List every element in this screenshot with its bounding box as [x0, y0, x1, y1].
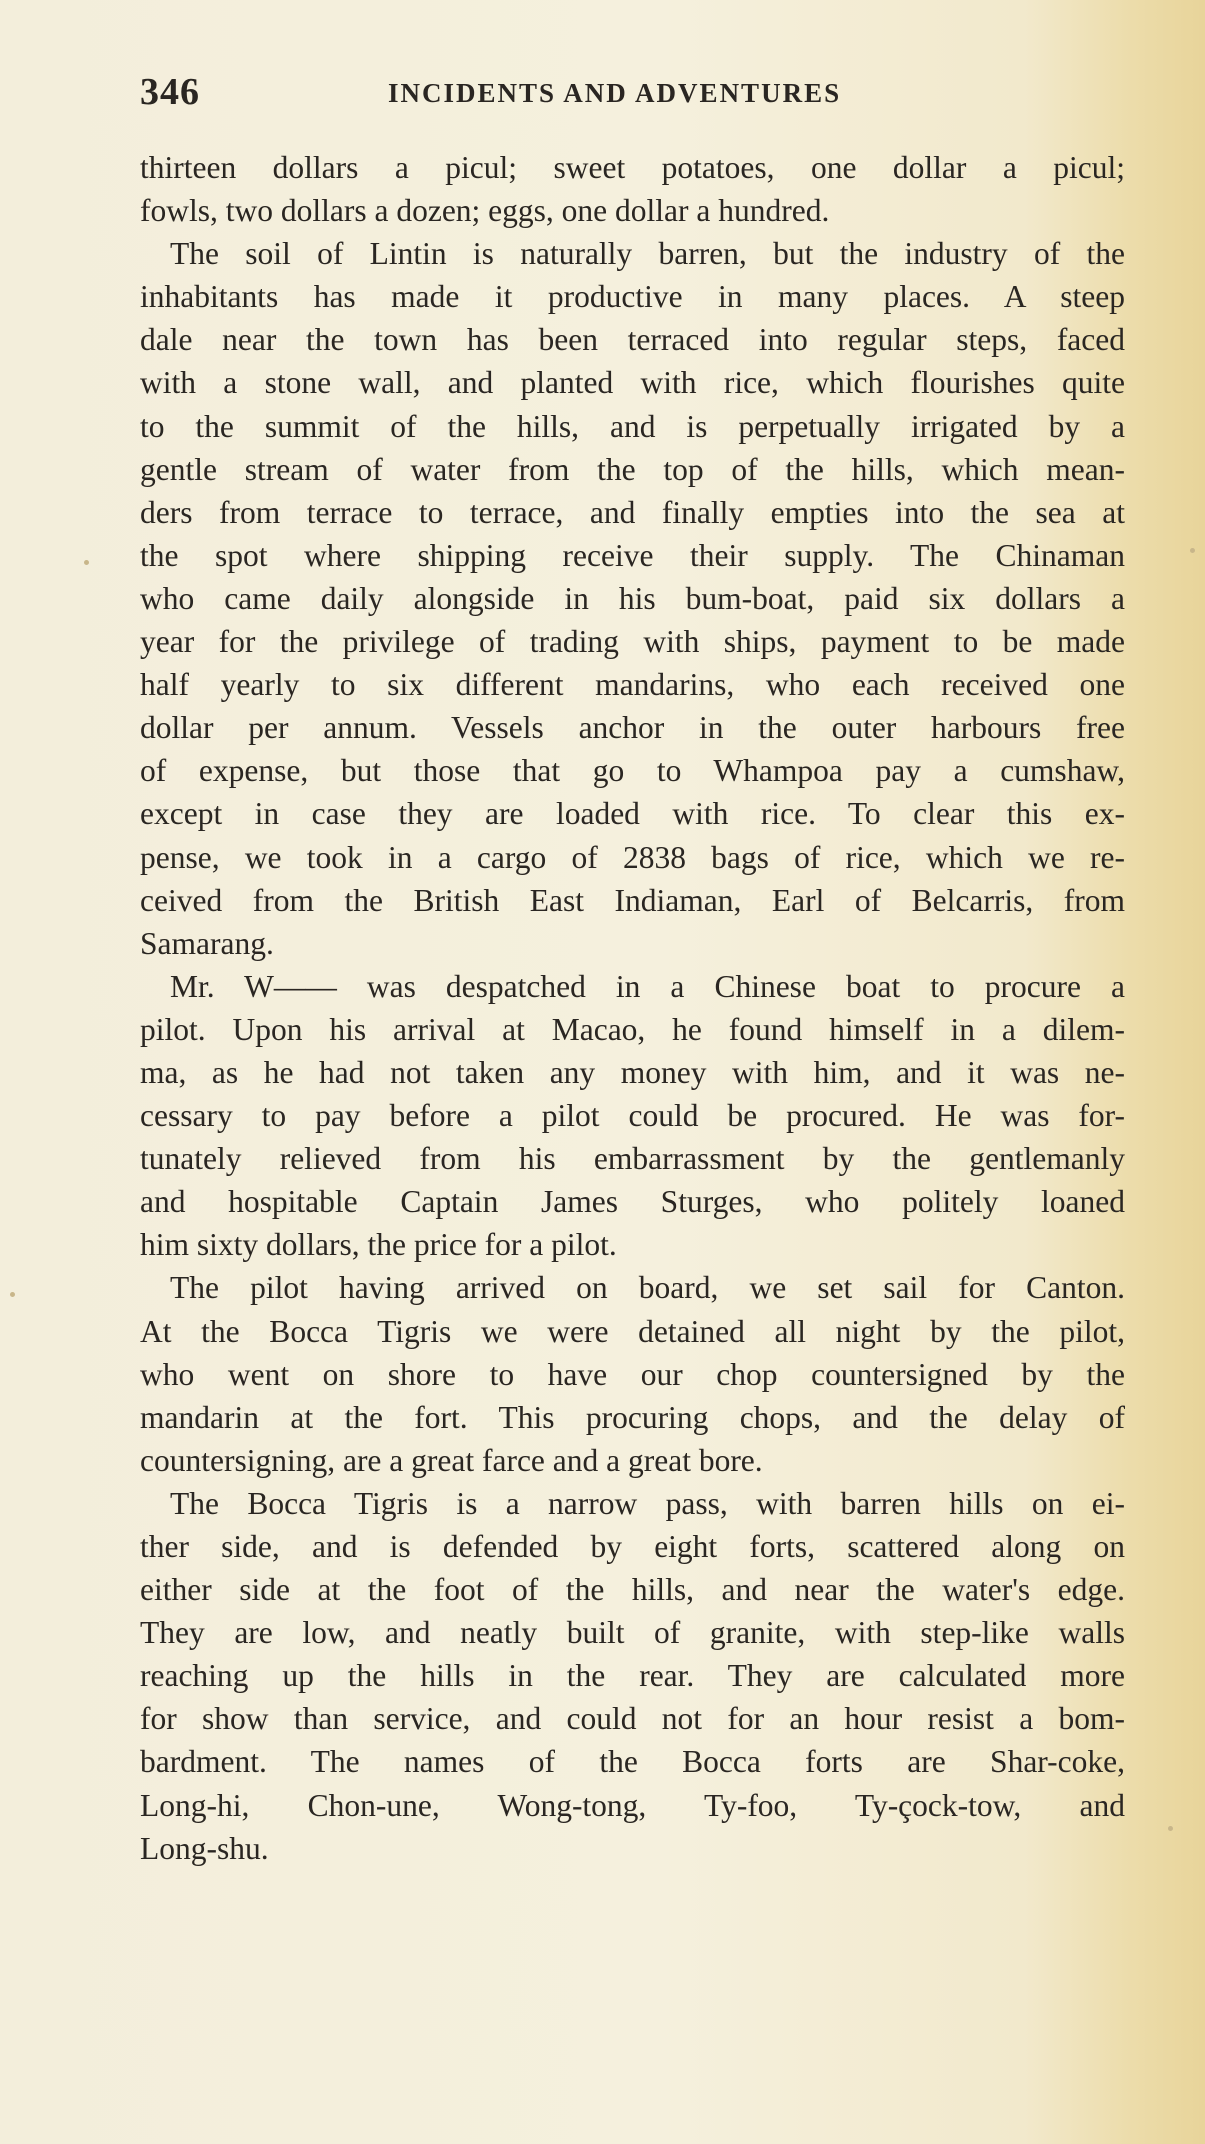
text-line: ceived from the British East Indiaman, Earl of Belcarris, from [140, 882, 1125, 918]
text-line: either side at the foot of the hills, and near the water's edge. [140, 1572, 1125, 1608]
paper-speck [1168, 1826, 1173, 1831]
page-header [140, 70, 1140, 120]
text-line: ther side, and is defended by eight forts, scattered along on [140, 1529, 1125, 1564]
paper-speck [84, 560, 89, 565]
text-line: reaching up the hills in the rear. They are calculated more [140, 1658, 1125, 1694]
text-line: Samarang. [140, 925, 274, 961]
text-line: half yearly to six different mandarins, who each received one [140, 667, 1125, 703]
paragraph-start-line: The Bocca Tigris is a narrow pass, with barren hills on ei- [170, 1485, 1125, 1521]
text-line: mandarin at the fort. This procuring chops, and the delay of [140, 1399, 1125, 1435]
paragraph-start-line: Mr. W—— was despatched in a Chinese boat to procure a [170, 968, 1125, 1004]
text-line: year for the privilege of trading with ships, payment to be made [140, 624, 1125, 660]
text-line: fowls, two dollars a dozen; eggs, one dollar a hundred. [140, 193, 830, 229]
body-text [140, 146, 1125, 1870]
text-line: gentle stream of water from the top of the hills, which mean- [140, 451, 1125, 487]
paragraph-start-line: The soil of Lintin is naturally barren, but the industry of the [170, 236, 1125, 272]
page-number: 346 [140, 71, 200, 113]
text-line: ders from terrace to terrace, and finally empties into the sea at [140, 494, 1125, 530]
text-line: except in case they are loaded with rice. To clear this ex- [140, 796, 1125, 832]
text-line: to the summit of the hills, and is perpetually irrigated by a [140, 408, 1125, 444]
text-line: with a stone wall, and planted with rice, which flourishes quite [140, 365, 1125, 401]
text-line: They are low, and neatly built of granite, with step-like walls [140, 1615, 1125, 1651]
text-line: Long-hi, Chon-une, Wong-tong, Ty-foo, Ty-çock-tow, and [140, 1787, 1125, 1823]
text-line: Long-shu. [140, 1830, 269, 1866]
text-line: pense, we took in a cargo of 2838 bags of rice, which we re- [140, 839, 1125, 875]
text-line: for show than service, and could not for an hour resist a bom- [140, 1701, 1125, 1737]
text-line: inhabitants has made it productive in many places. A steep [140, 279, 1125, 315]
text-line: the spot where shipping receive their supply. The Chinaman [140, 537, 1125, 573]
text-line: thirteen dollars a picul; sweet potatoes, one dollar a picul; [140, 150, 1125, 185]
text-line: countersigning, are a great farce and a great bore. [140, 1442, 763, 1478]
paragraph-start-line: The pilot having arrived on board, we set sail for Canton. [170, 1270, 1125, 1306]
text-line: dollar per annum. Vessels anchor in the outer harbours free [140, 710, 1125, 746]
text-line: who came daily alongside in his bum-boat, paid six dollars a [140, 580, 1125, 616]
text-line: At the Bocca Tigris we were detained all night by the pilot, [140, 1313, 1125, 1349]
running-title: INCIDENTS AND ADVENTURES [388, 78, 842, 108]
text-line: and hospitable Captain James Sturges, who politely loaned [140, 1184, 1125, 1220]
text-line: ma, as he had not taken any money with him, and it was ne- [140, 1054, 1125, 1090]
text-line: dale near the town has been terraced into regular steps, faced [140, 322, 1125, 358]
text-line: tunately relieved from his embarrassment by the gentlemanly [140, 1141, 1125, 1177]
text-line: bardment. The names of the Bocca forts are Shar-coke, [140, 1744, 1125, 1780]
paper-speck [10, 1292, 15, 1297]
text-line: who went on shore to have our chop countersigned by the [140, 1356, 1125, 1392]
text-line: of expense, but those that go to Whampoa pay a cumshaw, [140, 753, 1125, 789]
paper-speck [1190, 548, 1195, 553]
text-line: cessary to pay before a pilot could be procured. He was for- [140, 1098, 1125, 1134]
text-line: pilot. Upon his arrival at Macao, he found himself in a dilem- [140, 1011, 1125, 1047]
text-line: him sixty dollars, the price for a pilot. [140, 1227, 617, 1263]
